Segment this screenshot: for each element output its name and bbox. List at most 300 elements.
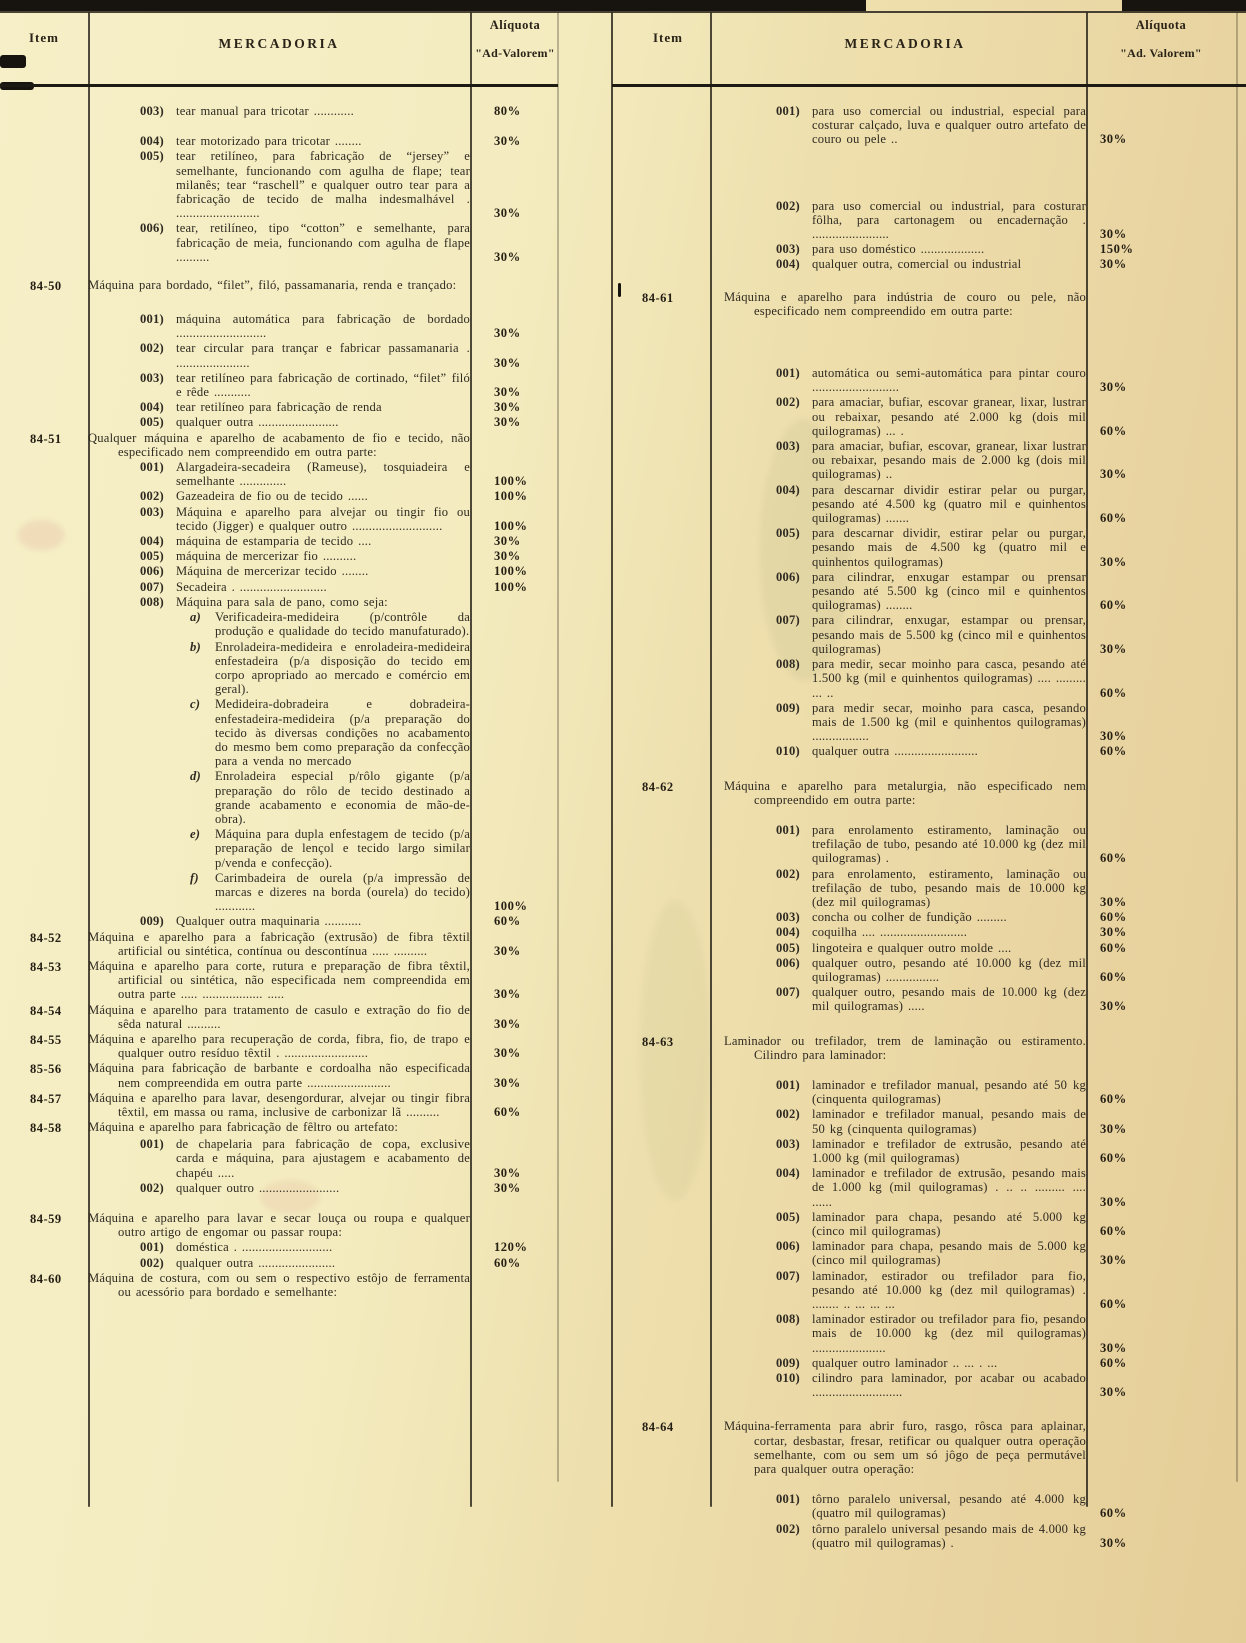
rate-value: 30% — [1100, 380, 1127, 395]
entry-text: 001) de chapelaria para fabricação de copa, exclusive carda e máquina, para ajustagem e acabamento de chapéu ..... — [140, 1137, 470, 1180]
header-mercadoria-right: MERCADORIA — [844, 36, 966, 51]
entry-number: 002) — [140, 1255, 164, 1270]
table-row — [0, 930, 560, 958]
entry-text: 007) para cilindrar, enxugar, estampar ou prensar, pesando mais de 5.500 kg (cinco mil e quinhentos quilogramas) — [776, 613, 1086, 656]
table-row — [0, 134, 560, 148]
entry-text: 001) tôrno paralelo universal, pesando até 4.000 kg (quatro mil quilogramas) — [776, 1492, 1086, 1521]
table-row — [0, 697, 560, 768]
entry-text: 005) qualquer outra ........................ — [140, 415, 339, 430]
entry-text: 001) máquina automática para fabricação de bordado ........................... — [140, 312, 470, 341]
rate-value: 100% — [494, 564, 528, 579]
entry-number: 003) — [776, 242, 800, 257]
rate-value: 60% — [494, 914, 521, 929]
entry-number: 002) — [776, 866, 800, 881]
table-row — [0, 1256, 560, 1270]
entry-text: 003) Máquina e aparelho para alvejar ou tingir fio ou tecido (Jigger) e qualquer outro ........................... — [140, 504, 470, 533]
rate-value: 150% — [1100, 242, 1134, 257]
table-row — [612, 483, 1246, 526]
table-row — [0, 1032, 560, 1060]
rate-value: 100% — [494, 579, 528, 594]
table-row — [0, 104, 560, 118]
rate-value: 30% — [1100, 1340, 1127, 1355]
entry-number: 002) — [776, 198, 800, 213]
item-code — [0, 505, 88, 533]
item-code — [0, 1240, 88, 1254]
item-code — [612, 613, 724, 656]
entry-text: 002) qualquer outro ........................ — [140, 1180, 340, 1195]
header-mercadoria-left: MERCADORIA — [218, 36, 340, 51]
entry-number: 005) — [776, 1209, 800, 1224]
table-row — [0, 1271, 560, 1299]
rate-value: 30% — [1100, 1253, 1127, 1268]
entry-number: 006) — [140, 221, 164, 236]
item-code — [612, 823, 724, 866]
item-code — [612, 242, 724, 256]
entry-number: 002) — [776, 1107, 800, 1122]
table-row — [612, 779, 1246, 807]
item-code — [0, 640, 88, 697]
rate-value: 30% — [494, 415, 521, 430]
entry-text: 004) laminador e trefilador de extrusão, pesando mais de 1.000 kg (mil quilogramas) . .. .. ......... .... ...... — [776, 1166, 1086, 1209]
rate-value: 60% — [1100, 744, 1127, 759]
table-row — [0, 312, 560, 340]
table-row — [0, 149, 560, 220]
entry-text: Máquina para fabricação de barbante e cordoalha não especificada nem compreendida em outra parte ......................... — [88, 1061, 470, 1090]
entry-letter: a) — [190, 610, 201, 625]
entry-text: 010) qualquer outra ......................... — [776, 744, 978, 759]
table-row — [612, 925, 1246, 939]
entry-number: 004) — [776, 1166, 800, 1181]
rate-value: 30% — [1100, 1385, 1127, 1400]
entry-text: 005) lingoteira e qualquer outro molde .... — [776, 940, 1012, 955]
entry-text: 004) máquina de estamparia de tecido .... — [140, 534, 372, 549]
entry-number: 007) — [776, 985, 800, 1000]
item-code — [0, 1181, 88, 1195]
item-code — [612, 439, 724, 482]
header-rule — [0, 84, 558, 87]
rate-value: 30% — [1100, 894, 1127, 909]
rate-value: 30% — [494, 1016, 521, 1031]
table-row — [612, 657, 1246, 700]
item-code — [0, 134, 88, 148]
entry-text: 009) qualquer outro laminador .. ... . ... — [776, 1355, 998, 1370]
entry-number: 004) — [776, 257, 800, 272]
entry-text: Máquina e aparelho para recuperação de corda, fibra, fio, de trapo e qualquer outro resíduo têxtil . ......................... — [88, 1031, 470, 1061]
entry-number: 004) — [140, 534, 164, 549]
entry-text: 001) para enrolamento estiramento, laminação ou trefilação de tubo, pesando até 10.000 kg (dez mil quilogramas) . — [776, 822, 1086, 866]
item-code — [612, 925, 724, 939]
entry-text: 006) para cilindrar, enxugar estampar ou prensar pesando até 5.500 kg (cinco mil e quinhentos quilogramas) ........ — [776, 569, 1086, 613]
table-row — [612, 1492, 1246, 1520]
table-top-border — [0, 11, 1246, 13]
entry-number: 002) — [140, 1180, 164, 1195]
entry-letter: b) — [190, 639, 201, 654]
entry-text: 005) tear retilíneo, para fabricação de “jersey” e semelhante, funcionando com agulha de flape; tear milanês; tear “raschell” e qualquer outro tear para a fabricação de tecido de malha indesmalhável . ......................... — [140, 149, 470, 221]
header-advalorem-right: "Ad. Valorem" — [1120, 46, 1202, 60]
rate-value: 30% — [494, 400, 521, 415]
entry-number: 008) — [776, 1312, 800, 1327]
item-code: 84-55 — [30, 1032, 62, 1047]
table-row — [0, 415, 560, 429]
item-code — [612, 1107, 724, 1135]
entry-text: 003) tear manual para tricotar ............ — [140, 104, 354, 118]
table-row — [0, 400, 560, 414]
rate-value: 60% — [494, 1255, 521, 1270]
entry-text: 008) Máquina para sala de pano, como seja: — [140, 594, 388, 609]
rate-value: 100% — [494, 518, 528, 533]
entry-text: 004) qualquer outra, comercial ou industrial — [776, 257, 1022, 272]
entry-text: 006) tear, retilíneo, tipo “cotton” e semelhante, para fabricação de meia, funcionando com agulha de flape .......... — [140, 221, 470, 264]
entry-number: 005) — [140, 415, 164, 430]
rate-value: 30% — [494, 249, 521, 264]
entry-text: 007) Secadeira . .......................... — [140, 579, 327, 594]
entry-text: 001) doméstica . ........................... — [140, 1240, 333, 1255]
rate-value: 30% — [1100, 1535, 1127, 1550]
entry-number: 001) — [140, 312, 164, 327]
entry-number: 005) — [140, 149, 164, 164]
entry-text: a) Verificadeira-medideira (p/contrôle da produção e qualidade do tecido manufaturado). — [190, 610, 470, 639]
table-row — [612, 366, 1246, 394]
entry-number: 001) — [776, 104, 800, 118]
table-row — [0, 1120, 560, 1136]
right-table-body — [612, 103, 1246, 1550]
rate-value: 60% — [1100, 1355, 1127, 1370]
item-code — [612, 1137, 724, 1165]
table-row — [612, 1034, 1246, 1062]
entry-number: 001) — [776, 366, 800, 381]
table-row — [612, 985, 1246, 1013]
entry-letter: f) — [190, 870, 199, 885]
entry-text: 001) para uso comercial ou industrial, especial para costurar calçado, luva e qualquer outro artefato de couro ou pele .. — [776, 104, 1086, 147]
item-code: 85-56 — [30, 1062, 62, 1077]
rate-value: 30% — [494, 134, 521, 149]
item-code: 84-59 — [30, 1212, 62, 1227]
item-code — [612, 1522, 724, 1550]
table-row — [0, 489, 560, 503]
entry-number: 003) — [776, 910, 800, 925]
item-code — [0, 371, 88, 399]
item-code — [612, 257, 724, 271]
entry-text: 003) laminador e trefilador de extrusão, pesando até 1.000 kg (mil quilogramas) — [776, 1136, 1086, 1165]
table-row — [612, 1078, 1246, 1106]
table-row — [612, 104, 1246, 147]
item-code — [0, 415, 88, 429]
entry-number: 001) — [140, 1240, 164, 1255]
rate-value: 60% — [1100, 1224, 1127, 1238]
entry-text: 006) laminador para chapa, pesando mais de 5.000 kg (cinco mil quilogramas) — [776, 1239, 1086, 1268]
table-row — [0, 610, 560, 638]
item-code — [0, 460, 88, 488]
table-row — [612, 941, 1246, 955]
table-row — [0, 1091, 560, 1119]
entry-text: 001) Alargadeira-secadeira (Rameuse), tosquiadeira e semelhante .............. — [140, 460, 470, 489]
rate-value: 60% — [1100, 910, 1127, 925]
table-row — [0, 1181, 560, 1195]
item-code — [612, 526, 724, 569]
entry-number: 004) — [776, 482, 800, 497]
table-row — [0, 580, 560, 594]
entry-text: Máquina-ferramenta para abrir furo, rasgo, rôsca para aplainar, cortar, desbastar, fresar, retificar ou qualquer outra operação semelhante, com ou sem um só jôgo de peça permutável para qualquer outra operação: — [724, 1419, 1086, 1477]
table-row — [0, 595, 560, 609]
rate-value: 30% — [1100, 729, 1127, 744]
entry-number: 007) — [776, 613, 800, 628]
table-row — [612, 1312, 1246, 1355]
rate-value: 30% — [494, 987, 521, 1002]
left-table-body — [0, 103, 560, 1299]
rate-value: 30% — [1100, 641, 1127, 656]
item-code — [612, 1312, 724, 1355]
item-code — [612, 657, 724, 700]
entry-letter: d) — [190, 769, 201, 784]
table-row — [612, 1419, 1246, 1476]
header-item-right: Item — [653, 30, 683, 45]
table-row — [0, 221, 560, 264]
item-code — [612, 395, 724, 438]
table-row — [0, 460, 560, 488]
table-row — [612, 570, 1246, 613]
entry-letter: c) — [190, 697, 201, 712]
entry-number: 005) — [776, 940, 800, 955]
table-row — [612, 1107, 1246, 1135]
entry-number: 001) — [776, 822, 800, 837]
item-code — [0, 697, 88, 768]
entry-text: 003) concha ou colher de fundição ......... — [776, 910, 1007, 925]
entry-number: 002) — [776, 1521, 800, 1536]
item-code — [0, 610, 88, 638]
table-row — [0, 505, 560, 533]
rate-value: 30% — [1100, 227, 1127, 242]
rate-value: 30% — [1100, 1194, 1127, 1209]
entry-text: Máquina e aparelho para tratamento de casulo e extração do fio de sêda natural .......... — [88, 1002, 470, 1031]
entry-number: 002) — [776, 395, 800, 410]
item-code — [612, 1371, 724, 1399]
entry-number: 002) — [140, 489, 164, 504]
table-row — [0, 1137, 560, 1180]
entry-number: 006) — [140, 564, 164, 579]
item-code: 84-50 — [30, 279, 62, 294]
table-row — [612, 701, 1246, 744]
item-code — [612, 366, 724, 394]
item-code — [0, 221, 88, 264]
entry-text: Máquina e aparelho para indústria de couro ou pele, não especificado nem compreendido em outra parte: — [724, 289, 1086, 318]
entry-number: 009) — [140, 914, 164, 929]
item-code — [612, 1166, 724, 1209]
entry-text: 001) laminador e trefilador manual, pesando até 50 kg (cinquenta quilogramas) — [776, 1077, 1086, 1107]
item-code — [0, 595, 88, 609]
entry-text: 001) automática ou semi-automática para pintar couro .......................... — [776, 366, 1086, 395]
entry-text: Qualquer máquina e aparelho de acabamento de fio e tecido, não especificado nem compreendido em outra parte: — [88, 430, 470, 459]
item-code — [612, 867, 724, 910]
table-row — [612, 242, 1246, 256]
entry-text: 007) laminador, estirador ou trefilador para fio, pesando até 10.000 kg (dez mil quilogramas) . ........ .. ... ... ... — [776, 1268, 1086, 1312]
item-code — [0, 827, 88, 870]
entry-text: 005) laminador para chapa, pesando até 5.000 kg (cinco mil quilogramas) — [776, 1209, 1086, 1238]
entry-text: 002) para enrolamento, estiramento, laminação ou trefilação de tubo, pesando mais de 10.000 kg (dez mil quilogramas) — [776, 866, 1086, 909]
item-code — [0, 1137, 88, 1180]
entry-text: 008) laminador estirador ou trefilador para fio, pesando mais de 10.000 kg (dez mil quilogramas) ...................... — [776, 1312, 1086, 1355]
entry-number: 006) — [776, 1239, 800, 1254]
table-row — [612, 439, 1246, 482]
item-code — [612, 910, 724, 924]
entry-number: 005) — [140, 549, 164, 564]
rate-value: 60% — [1100, 1150, 1127, 1165]
entry-text: c) Medideira-dobradeira e dobradeira-enfestadeira-medideira (p/a preparação do tecido às diversas condições no acabamento do mesmo bem como preparação da confecção para a venda no mercado — [190, 697, 470, 769]
entry-number: 003) — [140, 504, 164, 519]
rate-value: 30% — [494, 206, 521, 221]
ink-blob — [0, 55, 26, 68]
entry-text: b) Enroladeira-medideira e enroladeira-medideira enfestadeira (p/a disposição do tecido em corpo apropriado ao mercado e comércio em geral). — [190, 639, 470, 697]
entry-number: 001) — [140, 460, 164, 475]
item-code — [612, 483, 724, 526]
item-code — [612, 1078, 724, 1106]
table-row — [612, 1269, 1246, 1312]
entry-number: 009) — [776, 1355, 800, 1370]
scan-top-bar — [1122, 0, 1246, 11]
table-row — [0, 278, 560, 294]
rate-value: 30% — [1100, 467, 1127, 482]
table-row — [612, 823, 1246, 866]
item-code: 84-61 — [642, 290, 674, 305]
entry-text: 003) para uso doméstico ................... — [776, 242, 985, 257]
table-row — [0, 827, 560, 870]
item-code: 84-64 — [642, 1420, 674, 1435]
rate-value: 30% — [1100, 132, 1127, 147]
item-code: 84-57 — [30, 1091, 62, 1106]
item-code: 84-63 — [642, 1034, 674, 1049]
entry-text: Máquina para bordado, “filet”, filó, passamanaria, renda e trançado: — [88, 278, 457, 293]
entry-text: 002) para uso comercial ou industrial, para costurar fôlha, para cartonagem ou encadernação . ....................... — [776, 198, 1086, 242]
item-code — [612, 1269, 724, 1312]
rate-value: 30% — [494, 1046, 521, 1061]
item-code — [0, 312, 88, 340]
entry-text: Máquina e aparelho para fabricação de fêltro ou artefato: — [88, 1120, 399, 1135]
table-row — [612, 1371, 1246, 1399]
entry-text: 008) para medir, secar moinho para casca, pesando até 1.500 kg (mil e quinhentos quilogramas) .... ......... ... .. — [776, 657, 1086, 700]
table-row — [612, 1166, 1246, 1209]
entry-number: 009) — [776, 700, 800, 715]
entry-number: 001) — [776, 1492, 800, 1507]
item-code: 84-58 — [30, 1121, 62, 1136]
entry-number: 003) — [140, 104, 164, 118]
item-code — [0, 914, 88, 928]
entry-number: 003) — [776, 1136, 800, 1151]
rate-value: 120% — [494, 1240, 528, 1255]
rate-value: 80% — [494, 104, 521, 118]
item-code — [0, 564, 88, 578]
item-code — [612, 1492, 724, 1520]
entry-text: e) Máquina para dupla enfestagem de tecido (p/a preparação de lençol e tecido largo similar p/venda e confecção). — [190, 827, 470, 870]
header-advalorem-left: "Ad-Valorem" — [475, 46, 555, 60]
item-code — [612, 104, 724, 147]
rate-value: 30% — [1100, 554, 1127, 569]
entry-text: d) Enroladeira especial p/rôlo gigante (p/a preparação do rôlo de tecido destinado a grande acabamento e economia de mão-de-obra). — [190, 769, 470, 826]
entry-text: Máquina e aparelho para a fabricação (extrusão) de fibra têxtil artificial ou sintética, contínua ou descontínua ..... .......... — [88, 929, 470, 958]
entry-number: 007) — [776, 1268, 800, 1283]
table-row — [612, 956, 1246, 984]
entry-text: Laminador ou trefilador, trem de laminação ou estiramento. Cilindro para laminador: — [724, 1033, 1086, 1062]
item-code — [612, 701, 724, 744]
entry-text: 004) coquilha .... .......................... — [776, 925, 968, 940]
item-code — [0, 1256, 88, 1270]
rate-value: 60% — [1100, 1092, 1127, 1107]
item-code — [0, 149, 88, 220]
rate-value: 30% — [494, 326, 521, 341]
table-row — [612, 526, 1246, 569]
rate-value: 30% — [494, 1180, 521, 1195]
entry-number: 003) — [776, 439, 800, 454]
entry-text: Máquina de costura, com ou sem o respectivo estôjo de ferramenta ou acessório para bordado e semelhante: — [88, 1270, 470, 1300]
scan-top-bar — [0, 0, 866, 11]
entry-number: 006) — [776, 569, 800, 584]
entry-text: f) Carimbadeira de ourela (p/a impressão de marcas e dizeres na borda (ourela) do tecido) ............ — [190, 870, 470, 914]
entry-number: 010) — [776, 744, 800, 759]
item-code: 84-51 — [30, 431, 62, 446]
item-code — [0, 871, 88, 914]
entry-number: 005) — [776, 526, 800, 541]
table-row — [0, 564, 560, 578]
item-code — [0, 534, 88, 548]
rate-value: 60% — [1100, 685, 1127, 700]
entry-number: 010) — [776, 1371, 800, 1386]
entry-number: 001) — [140, 1137, 164, 1152]
rate-value: 30% — [494, 549, 521, 564]
rate-value: 30% — [1100, 1121, 1127, 1136]
entry-number: 003) — [140, 370, 164, 385]
entry-text: 009) Qualquer outra maquinaria ........... — [140, 914, 362, 929]
table-row — [0, 914, 560, 928]
rate-value: 60% — [1100, 940, 1127, 955]
entry-letter: e) — [190, 827, 201, 842]
rate-value: 100% — [494, 474, 528, 489]
entry-number: 007) — [140, 579, 164, 594]
entry-text: Máquina e aparelho para lavar, desengordurar, alvejar ou tingir fibra têxtil, em massa ou rama, inclusive de carbonizar lã .......... — [88, 1090, 470, 1119]
table-row — [612, 867, 1246, 910]
entry-number: 001) — [776, 1077, 800, 1092]
table-row — [0, 1003, 560, 1031]
entry-number: 006) — [776, 955, 800, 970]
table-row — [612, 290, 1246, 318]
table-row — [0, 871, 560, 914]
entry-text: 010) cilindro para laminador, por acabar ou acabado ........................... — [776, 1371, 1086, 1400]
rate-value: 100% — [494, 489, 528, 504]
rate-value: 30% — [494, 534, 521, 549]
table-row — [612, 1356, 1246, 1370]
item-code — [0, 489, 88, 503]
item-code — [0, 549, 88, 563]
table-row — [0, 640, 560, 697]
item-code — [0, 769, 88, 826]
rate-value: 30% — [1100, 999, 1127, 1014]
item-code — [612, 1239, 724, 1267]
table-row — [612, 257, 1246, 271]
entry-text: 006) qualquer outro, pesando até 10.000 kg (dez mil quilogramas) ................ — [776, 955, 1086, 984]
table-row — [612, 1210, 1246, 1238]
table-row — [612, 613, 1246, 656]
header-aliquota-right: Alíquota — [1135, 18, 1187, 32]
rate-value: 60% — [1100, 969, 1127, 984]
table-row — [0, 769, 560, 826]
item-code — [612, 199, 724, 242]
table-row — [0, 1240, 560, 1254]
entry-number: 004) — [776, 925, 800, 940]
item-code — [612, 985, 724, 1013]
header-item-left: Item — [29, 30, 59, 45]
table-row — [0, 959, 560, 1002]
item-code — [0, 580, 88, 594]
entry-text: 005) máquina de mercerizar fio .......... — [140, 549, 357, 564]
item-code — [0, 104, 88, 118]
entry-number: 002) — [140, 341, 164, 356]
